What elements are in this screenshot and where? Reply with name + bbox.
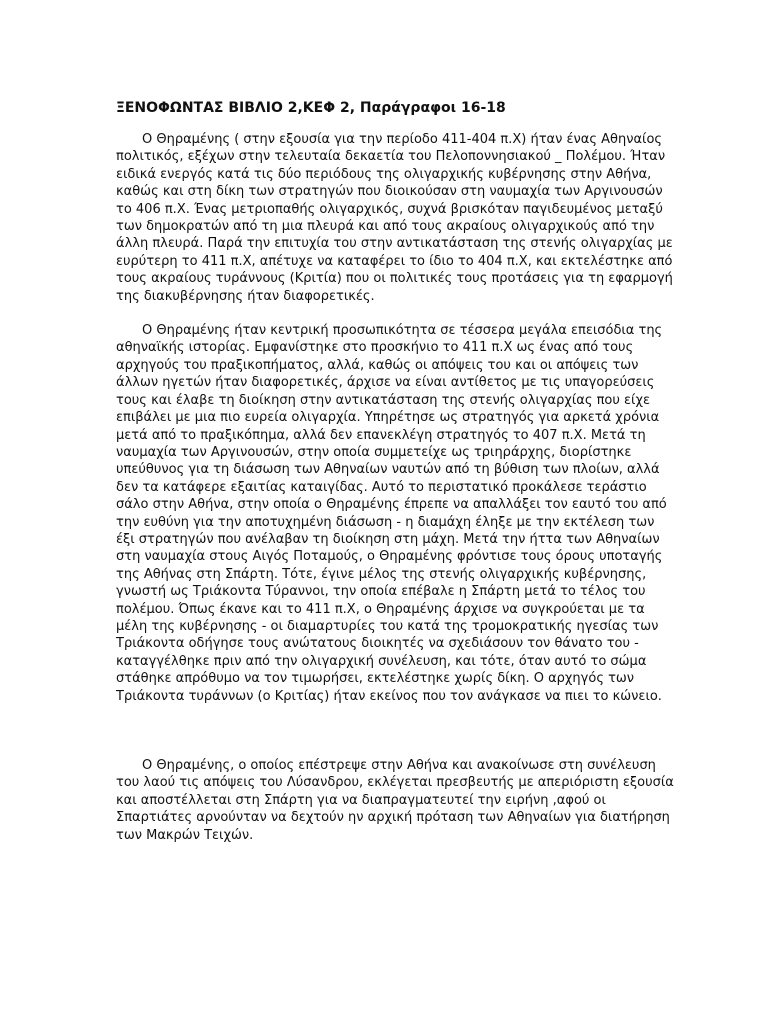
paragraph-1: Ο Θηραμένης ( στην εξουσία για την περίοδο 411-404 π.Χ) ήταν ένας Αθηναίος πολιτικός, εξέχων στην τελευταία δεκαετία του Πελοποννησιακού _ Πολέμου. Ήταν ειδικά ενεργός κατά τις δύο περιόδους της ολιγαρχικής κυβέρνησης στην Αθήνα, καθώς και στη δίκη των στρατηγών που διοικούσαν στη ναυμαχία των Αργινουσών το 406 π.Χ. Ένας μετριοπαθής ολιγαρχικός, συχνά βρισκόταν παγιδευμένος μεταξύ των δημοκρατών από τη μια πλευρά και από τους ακραίους ολιγαρχικούς από την άλλη πλευρά. Παρά την επιτυχία του στην αντικατάσταση της στενής ολιγαρχίας με ευρύτερη το 411 π.Χ, απέτυχε να καταφέρει το ίδιο το 404 π.Χ, και εκτελέστηκε από τους ακραίους τυράννους (Κριτία) που οι πολιτικές τους προτάσεις για τη εφαρμογή της διακυβέρνησης ήταν διαφορετικές.	[116, 132, 673, 304]
document-title: ΞΕΝΟΦΩΝΤΑΣ ΒΙΒΛΙΟ 2,ΚΕΦ 2, Παράγραφοι 16-18	[116, 100, 506, 116]
document-page	[116, 98, 676, 844]
paragraph-3: Ο Θηραμένης, ο οποίος επέστρεψε στην Αθήνα και ανακοίνωσε στη συνέλευση του λαού τις απόψεις του Λύσανδρου, εκλέγεται πρεσβευτής με απεριόριστη εξουσία και αποστέλλεται στη Σπάρτη για να διαπραγματευτεί την ειρήνη ,αφού οι Σπαρτιάτες αρνούνταν να δεχτούν ην αρχική πρόταση των Αθηναίων για διατήρηση των Μακρών Τειχών.	[116, 758, 674, 843]
paragraph-2: Ο Θηραμένης ήταν κεντρική προσωπικότητα σε τέσσερα μεγάλα επεισόδια της αθηναϊκής ιστορίας. Εμφανίστηκε στο προσκήνιο το 411 π.Χ ως ένας από τους αρχηγούς του πραξικοπήματος, αλλά, καθώς οι απόψεις του και οι απόψεις των άλλων ηγετών ήταν διαφορετικές, άρχισε να είναι αντίθετος με τις υπαγορεύσεις τους και έλαβε τη διοίκηση στην αντικατάσταση της στενής ολιγαρχίας που είχε επιβάλει με μια πιο ευρεία ολιγαρχία. Υπηρέτησε ως στρατηγός για αρκετά χρόνια μετά από το πραξικόπημα, αλλά δεν επανεκλέγη στρατηγός το 407 π.Χ. Μετά τη ναυμαχία των Αργινουσών, στην οποία συμμετείχε ως τριηράρχης, διορίστηκε υπεύθυνος για τη διάσωση των Αθηναίων ναυτών από τη βύθιση των πλοίων, αλλά δεν τα κατάφερε εξαιτίας καταιγίδας. Αυτό το περιστατικό προκάλεσε τεράστιο σάλο στην Αθήνα, στην οποία ο Θηραμένης έπρεπε να απαλλάξει τον εαυτό του από την ευθύνη για την αποτυχημένη διάσωση - η διαμάχη έληξε με την εκτέλεση των έξι στρατηγών που ανέλαβαν τη διοίκηση στη μάχη. Μετά την ήττα των Αθηναίων στη ναυμαχία στους Αιγός Ποταμούς, ο Θηραμένης φρόντισε τους όρους υποταγής της Αθήνας στη Σπάρτη. Τότε, έγινε μέλος της στενής ολιγαρχικής κυβέρνησης, γνωστή ως Τριάκοντα Τύραννοι, την οποία επέβαλε η Σπάρτη μετά το τέλος του πολέμου. Όπως έκανε και το 411 π.Χ, ο Θηραμένης άρχισε να συγκρούεται με τα μέλη της κυβέρνησης - οι διαμαρτυρίες του κατά της τρομοκρατικής ηγεσίας των Τριάκοντα οδήγησε τους ανώτατους διοικητές να σχεδιάσουν τον θάνατο του - καταγγέλθηκε πριν από την ολιγαρχική συνέλευση, και τότε, όταν αυτό το σώμα στάθηκε απρόθυμο να τον τιμωρήσει, εκτελέστηκε χωρίς δίκη. Ο αρχηγός των Τριάκοντα τυράννων (ο Κριτίας) ήταν εκείνος που τον ανάγκασε να πιει το κώνειο.	[116, 323, 667, 704]
